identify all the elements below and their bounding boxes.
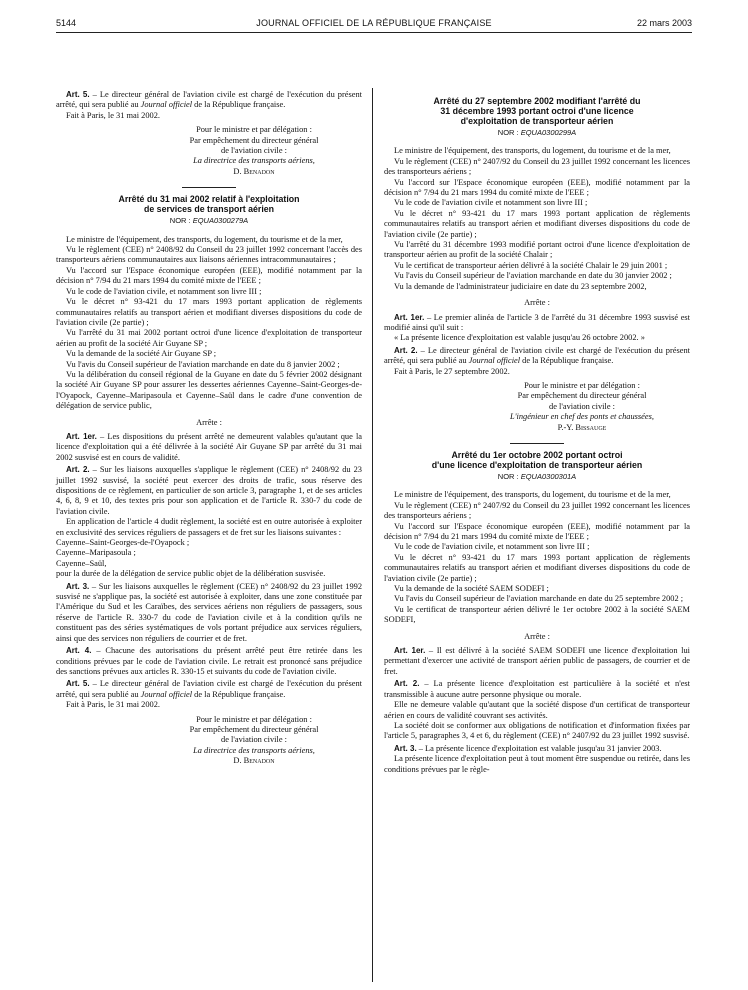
visa: Vu le code de l'aviation civile, et notamment son livre III ; [66, 286, 262, 296]
column-divider [372, 88, 373, 982]
article-2: Art. 2. – La présente licence d'exploitation est particulière à la société et n'est transmissible à aucune autre personne physique ou morale. [384, 679, 691, 699]
visa: Vu la demande de la société Air Guyane SP ; [66, 349, 217, 359]
visa: Vu l'avis du Conseil supérieur de l'aviation marchande en date du 8 janvier 2002 ; [66, 359, 340, 369]
signature-line: de l'aviation civile : [549, 401, 615, 411]
route-item: Cayenne–Maripasoula ; [56, 548, 136, 558]
nor-reference: NOR : EQUA0300299A [497, 128, 577, 137]
article-1: Art. 1er. – Il est délivré à la société SAEM SODEFI une licence d'exploitation lui permettant d'exercer une activité de transport aérien public de passagers, de courrier et de fret. [384, 646, 690, 676]
page-number: 5144 [56, 18, 77, 28]
signature-line: de l'aviation civile : [221, 735, 287, 745]
visa: Vu la demande de la société SAEM SODEFI ; [394, 584, 549, 594]
signature-line: La directrice des transports aériens, [193, 745, 315, 755]
article-2-paragraph: En application de l'article 4 dudit règlement, la société est en outre autorisée à exploiter en exclusivité des services réguliers de passagers et de fret sur les liaisons suivantes : [56, 517, 362, 537]
visa: Vu le décret n° 93-421 du 17 mars 1993 portant application de règlements communautaires relatifs au transport aérien et modifiant diverses dispositions du code de l'aviation civile (2e partie) ; [56, 297, 362, 327]
visa: Vu le règlement (CEE) n° 2408/92 du Conseil du 23 juillet 1992 concernant l'accès des transporteurs aériens communautaires aux liaisons aériennes intracommunautaires ; [56, 245, 362, 265]
nor-reference: NOR : EQUA0300279A [169, 216, 249, 226]
left-column [56, 88, 362, 767]
running-header [56, 16, 692, 33]
arrete-heading: Arrête : [524, 631, 550, 641]
visa: Vu l'arrêté du 31 mai 2002 portant octroi d'une licence d'exploitation de transporteur aérien au profit de la société Air Guyane SP ; [56, 328, 362, 348]
signature-line: Pour le ministre et par délégation : [196, 714, 312, 724]
signature-line: L'ingénieur en chef des ponts et chaussées, [510, 412, 654, 422]
article-2-paragraph: La société doit se conformer aux obligations de notification et d'information fixées par l'article 5, paragraphes 3, 4 et 6, du règlement (CEE) n° 2407/92 du 23 juillet 1992 susvisé. [384, 720, 690, 741]
visa: Vu le règlement (CEE) n° 2407/92 du Conseil du 23 juillet 1992 concernant les licences des transporteurs aériens ; [384, 156, 690, 177]
signature-line: La directrice des transports aériens, [193, 156, 315, 166]
arrete-heading: Arrête : [196, 417, 222, 427]
visa: Vu le code de l'aviation civile, et notamment son livre III ; [394, 542, 590, 552]
visa: Le ministre de l'équipement, des transports, du logement, du tourisme et de la mer, [66, 234, 343, 244]
decree-title: Arrêté du 31 mai 2002 relatif à l'exploitation de services de transport aérien [118, 194, 300, 215]
visa: Vu le règlement (CEE) n° 2407/92 du Conseil du 23 juillet 1992 concernant les licences des transporteurs aériens ; [384, 500, 690, 521]
visa: Vu le certificat de transporteur aérien délivré le 1er octobre 2002 à la société SAEM SODEFI, [384, 604, 690, 625]
issue-date: 22 mars 2003 [636, 18, 692, 28]
visa: Vu le certificat de transporteur aérien délivré à la société Chalair le 29 juin 2001 ; [394, 260, 668, 270]
journal-title: JOURNAL OFFICIEL DE LA RÉPUBLIQUE FRANÇAISE [256, 18, 492, 28]
separator [182, 187, 236, 188]
visa: Vu l'arrêté du 31 décembre 1993 modifié portant octroi d'une licence d'exploitation de transporteur aérien au profit de la société Chalair ; [384, 240, 690, 260]
right-column [384, 96, 690, 775]
visa: Vu l'accord sur l'Espace économique européen (EEE), modifié notamment par la décision n° 7/94 du 21 mars 1994 du comité mixte de l'EEE ; [384, 177, 690, 198]
article-2: Art. 2. – Le directeur général de l'aviation civile est chargé de l'exécution du présent arrêté, qui sera publié au Journal officiel de la République française. [384, 345, 690, 366]
signature-line: de l'aviation civile : [221, 146, 287, 156]
signature-line: Par empêchement du directeur général [189, 135, 319, 145]
signatory-name: D. Benadon [233, 756, 275, 766]
visa: Le ministre de l'équipement, des transports, du logement, du tourisme et de la mer, [394, 146, 671, 156]
fait-line: Fait à Paris, le 31 mai 2002. [66, 110, 160, 120]
article-1-quote: « La présente licence d'exploitation est valable jusqu'au 26 octobre 2002. » [394, 333, 645, 343]
fait-line: Fait à Paris, le 31 mai 2002. [66, 700, 160, 710]
signatory-name: P.-Y. Bissauge [557, 422, 607, 432]
visa: Vu la demande de l'administrateur judiciaire en date du 23 septembre 2002, [394, 281, 647, 291]
signature-line: Par empêchement du directeur général [189, 724, 319, 734]
visa: Vu la délibération du conseil régional de la Guyane en date du 5 février 2002 désignant la société Air Guyane SP pour assurer les dessertes aériennes Cayenne–Saint-Georges-de-l'Oyapock, Cayenne–Maripasoula et Cayenne–Saül dans le cadre d'une convention de délégation de service public, [56, 369, 362, 411]
article-3-paragraph: La présente licence d'exploitation peut à tout moment être suspendue ou retirée, dans les conditions prévues par le règle- [384, 754, 690, 774]
article-3: Art. 3. – Sur les liaisons auxquelles le règlement (CEE) n° 2408/92 du 23 juillet 1992 susvisé ne s'applique pas, la société est autorisée à exploiter, dans une zone constituée par l'Amérique du Sud et les Caraïbes, des services aériens non réguliers de passagers, sous réserve de l'article R. 330-7 du code de l'aviation civile et à la condition qu'ils ne constituent pas des séries systématiques de vols portant préjudice aux services réguliers, ainsi que des services non réguliers de courrier et de fret. [56, 581, 363, 643]
route-item: Cayenne–Saül, [56, 558, 107, 568]
article-2-paragraph: pour la durée de la délégation de service public objet de la délibération susvisée. [56, 569, 326, 579]
article-1: Art. 1er. – Le premier alinéa de l'article 3 de l'arrêté du 31 décembre 1993 susvisé est modifié ainsi qu'il suit : [384, 312, 690, 332]
route-item: Cayenne–Saint-Georges-de-l'Oyapock ; [56, 538, 190, 548]
article-1: Art. 1er. – Les dispositions du présent arrêté ne demeurent valables qu'autant que la licence d'exploitation qui a été délivrée à la société Air Guyane SP par arrêté du 31 mai 2002 susvisé est en cours de validité. [56, 431, 362, 462]
article-3: Art. 3. – La présente licence d'exploitation est valable jusqu'au 31 janvier 2003. [394, 743, 662, 753]
decree-title: Arrêté du 1er octobre 2002 portant octroi d'une licence d'exploitation de transporteur aérien [431, 449, 643, 470]
nor-reference: NOR : EQUA0300301A [497, 471, 577, 481]
article-5-top: Art. 5. – Le directeur général de l'aviation civile est chargé de l'exécution du présent arrêté, qui sera publié au Journal officiel de la République française. [56, 90, 362, 110]
visa: Vu l'accord sur l'Espace économique européen (EEE), modifié notamment par la décision n° 7/94 du 21 mars 1994 du comité mixte de l'EEE ; [56, 265, 362, 286]
article-2-paragraph: Elle ne demeure valable qu'autant que la société dispose d'un certificat de transporteur aérien en cours de validité couvrant ses activités. [384, 700, 690, 720]
arrete-heading: Arrête : [524, 298, 550, 308]
article-2: Art. 2. – Sur les liaisons auxquelles s'applique le règlement (CEE) n° 2408/92 du 23 juillet 1992 susvisé, la société peut exercer des droits de trafic, sous réserve des dispositions de ce règlement, en particulier de son article 3, paragraphe 1, et de ses articles 4, 6, 8, 9 et 10, des textes pris pour son application et de l'article R. 330-7 du code de l'aviation civile. [56, 465, 362, 516]
visa: Le ministre de l'équipement, des transports, du logement, du tourisme et de la mer, [394, 490, 671, 500]
signature-line: Pour le ministre et par délégation : [524, 380, 640, 390]
signatory-name: D. Benadon [233, 166, 275, 176]
decree-title: Arrêté du 27 septembre 2002 modifiant l'arrêté du 31 décembre 1993 portant octroi d'une licence d'exploitation de transporteur aérien [433, 96, 641, 126]
visa: Vu le décret n° 93-421 du 17 mars 1993 portant application de règlements communautaires relatifs au transport aérien et modifiant diverses dispositions du code de l'aviation civile (2e partie) ; [384, 208, 690, 239]
article-5: Art. 5. – Le directeur général de l'aviation civile est chargé de l'exécution du présent arrêté, qui sera publié au Journal officiel de la République française. [56, 679, 362, 699]
visa: Vu l'avis du Conseil supérieur de l'aviation marchande en date du 30 janvier 2002 ; [394, 271, 672, 281]
article-4: Art. 4. – Chacune des autorisations du présent arrêté peut être retirée dans les conditions prévues par le code de l'aviation civile. Le retrait est prononcé sans préjudice des sanctions prévues aux articles R. 330-15 et suivants du code de l'aviation civile. [56, 646, 362, 676]
separator [510, 443, 564, 444]
fait-line: Fait à Paris, le 27 septembre 2002. [394, 366, 510, 376]
signature-line: Pour le ministre et par délégation : [196, 125, 312, 135]
signature-line: Par empêchement du directeur général [517, 391, 647, 401]
visa: Vu le code de l'aviation civile et notamment son livre III ; [394, 198, 588, 208]
visa: Vu l'avis du Conseil supérieur de l'aviation marchande en date du 25 septembre 2002 ; [394, 594, 684, 604]
visa: Vu le décret n° 93-421 du 17 mars 1993 portant application de règlements communautaires relatifs au transport aérien et modifiant diverses dispositions du code de l'aviation civile (2e partie) ; [384, 552, 690, 583]
visa: Vu l'accord sur l'Espace économique européen (EEE), modifié notamment par la décision n° 7/94 du 21 mars 1994 du comité mixte de l'EEE ; [384, 521, 690, 541]
